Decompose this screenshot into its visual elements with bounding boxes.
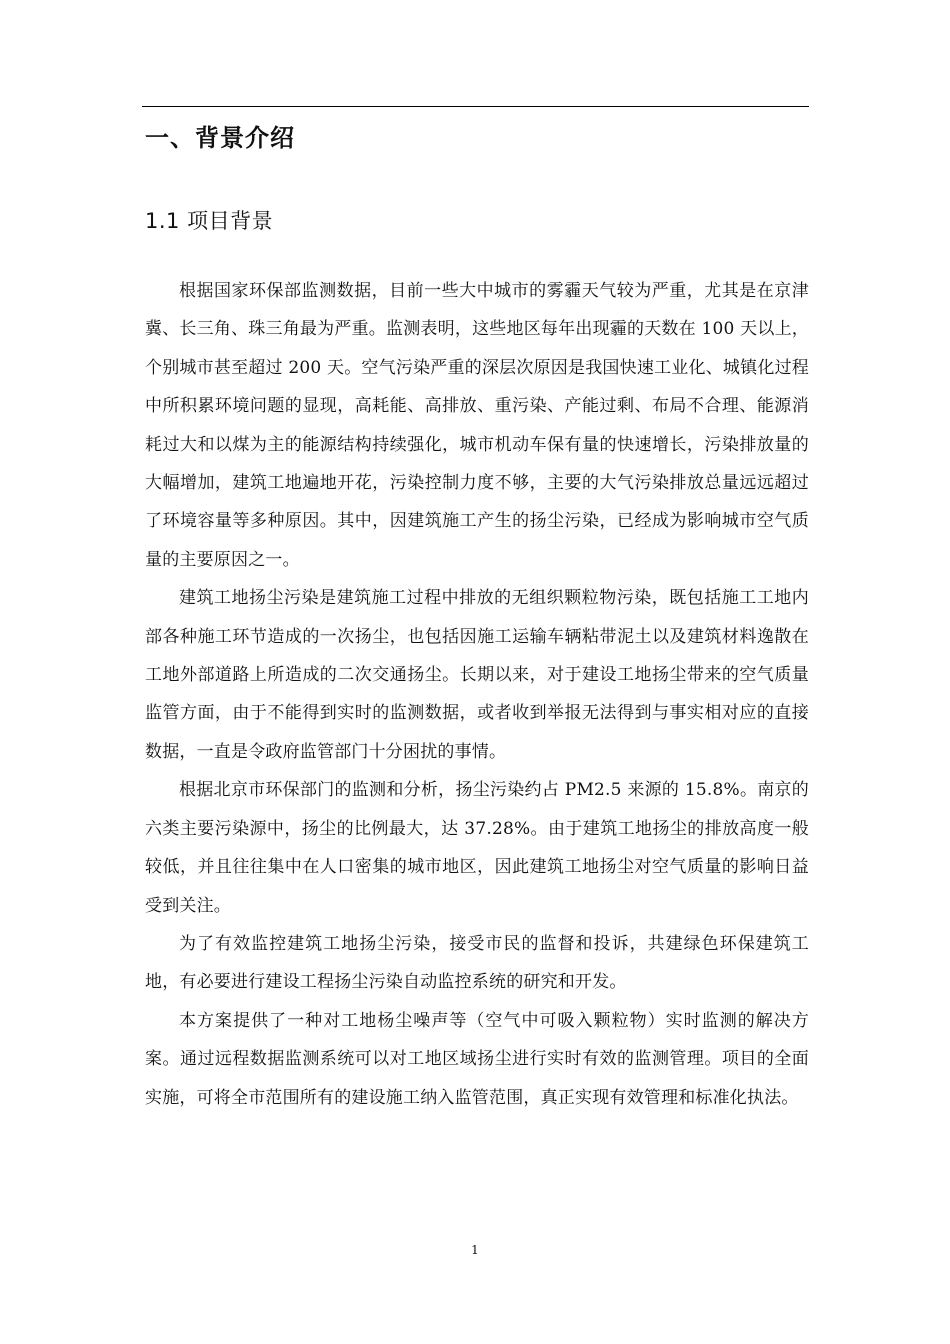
paragraph: 根据北京市环保部门的监测和分析，扬尘污染约占 PM2.5 来源的 15.8%。南京的六类主要污染源中，扬尘的比例最大，达 37.28%。由于建筑工地扬尘的排放高度一般较低，并且往往集中在人口密集的城市地区，因此建筑工地扬尘对空气质量的影响日益受到关注。 [145,780,809,916]
paragraph: 根据国家环保部监测数据，目前一些大中城市的雾霾天气较为严重，尤其是在京津冀、长三角、珠三角最为严重。监测表明，这些地区每年出现霾的天数在 100 天以上，个别城市甚至超过 200 天。空气污染严重的深层次原因是我国快速工业化、城镇化过程中所积累环境问题的显现，高耗能、高排放、重污染、产能过剩、布局不合理、能源消耗过大和以煤为主的能源结构持续强化，城市机动车保有量的快速增长，污染排放量的大幅增加，建筑工地遍地开花，污染控制力度不够，主要的大气污染排放总量远远超过了环境容量等多种原因。其中，因建筑施工产生的扬尘污染，已经成为影响城市空气质量的主要原因之一。 [145,281,809,570]
page-number: 1 [471,1243,479,1257]
body-text [145,272,809,1117]
paragraph: 为了有效监控建筑工地扬尘污染，接受市民的监督和投诉，共建绿色环保建筑工地，有必要进行建设工程扬尘污染自动监控系统的研究和开发。 [145,933,809,993]
subsection-heading: 1.1 项目背景 [145,209,274,233]
paragraph: 建筑工地扬尘污染是建筑施工过程中排放的无组织颗粒物污染，既包括施工工地内部各种施工环节造成的一次扬尘，也包括因施工运输车辆粘带泥土以及建筑材料逸散在工地外部道路上所造成的二次交通扬尘。长期以来，对于建设工地扬尘带来的空气质量监管方面，由于不能得到实时的监测数据，或者收到举报无法得到与事实相对应的直接数据，一直是令政府监管部门十分困扰的事情。 [145,588,809,762]
paragraph: 本方案提供了一种对工地杨尘噪声等（空气中可吸入颗粒物）实时监测的解决方案。通过远程数据监测系统可以对工地区域扬尘进行实时有效的监测管理。项目的全面实施，可将全市范围所有的建设施工纳入监管范围，真正实现有效管理和标准化执法。 [145,1010,809,1108]
header-rule [142,106,809,107]
section-heading: 一、背景介绍 [145,124,295,152]
